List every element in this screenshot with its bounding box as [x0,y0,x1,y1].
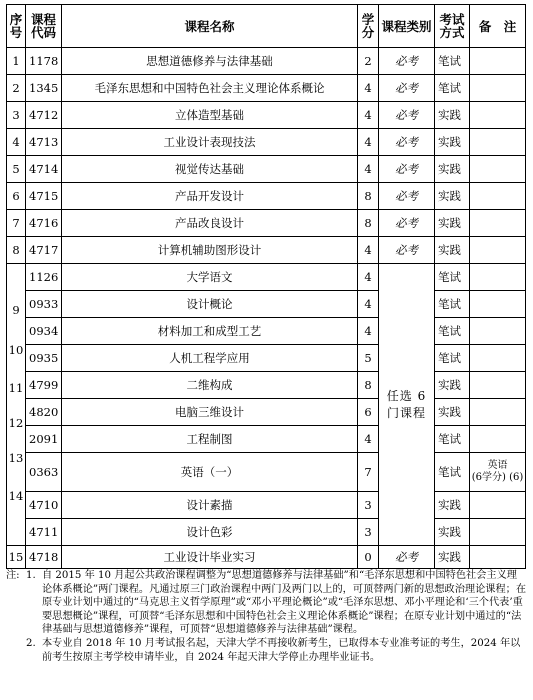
name-cell: 设计素描 [62,492,358,519]
table-row [7,156,526,183]
table-row [7,492,526,519]
elective-seq-cell [7,264,26,546]
table-row [7,75,526,102]
course-table [6,4,526,569]
type-cell: 必考 [379,210,435,237]
code-cell: 4714 [26,156,62,183]
code-cell: 0933 [26,291,62,318]
table-row [7,453,526,492]
table-row [7,183,526,210]
method-cell: 笔试 [435,426,470,453]
table-row [7,237,526,264]
code-cell: 4799 [26,372,62,399]
method-cell: 笔试 [435,291,470,318]
note-cell [470,75,526,102]
note-cell [470,48,526,75]
note-cell [470,210,526,237]
name-cell: 立体造型基础 [62,102,358,129]
code-cell: 0934 [26,318,62,345]
note-cell [470,291,526,318]
footnote-number: 2. [26,637,36,649]
method-cell: 笔试 [435,318,470,345]
method-cell: 实践 [435,102,470,129]
method-cell: 笔试 [435,345,470,372]
seq-cell: 1 [7,48,26,75]
type-cell: 必考 [379,183,435,210]
seq-cell: 15 [7,546,26,569]
type-cell: 必考 [379,48,435,75]
footnote-text: 本专业自 2018 年 10 月考试报名起，天津大学不再接收新考生，已取得本专业准考证的考生，2024 年以前考生按原主考学校申请毕业，自 2024 年起天津大学停止办理毕业证书。 [42,637,521,663]
name-cell: 设计概论 [62,291,358,318]
table-row [7,210,526,237]
method-cell: 实践 [435,492,470,519]
name-cell: 毛泽东思想和中国特色社会主义理论体系概论 [62,75,358,102]
credit-cell: 0 [358,546,379,569]
name-cell: 设计色彩 [62,519,358,546]
credit-cell: 4 [358,156,379,183]
code-cell: 4717 [26,237,62,264]
credit-cell: 8 [358,372,379,399]
note-cell [470,129,526,156]
note-cell [470,399,526,426]
note-cell [470,237,526,264]
method-cell: 实践 [435,546,470,569]
table-row [7,291,526,318]
credit-cell: 4 [358,237,379,264]
name-cell: 工程制图 [62,426,358,453]
footnote-text: 自 2015 年 10 月起公共政治课程调整为“思想道德修养与法律基础”和“毛泽东思想和中国特色社会主义理论体系概论”两门课程。凡通过原三门政治课程中两门及两门以上的，可顶替两门新的思想政治理论课程；在原专业计划中通过的“马克思主义哲学原理”或“邓小平理论概论”或“毛泽东思想、邓小平理论和‘三个代表’重要思想概论”课程，可顶替“毛泽东思想和中国特色社会主义理论体系概论”课程；在原专业计划中通过的“法律基础与思想道德修养”课程，可顶替“思想道德修养与法律基础”课程。 [42,570,527,636]
name-cell: 电脑三维设计 [62,399,358,426]
note-cell [470,156,526,183]
footnote-item [6,637,527,664]
note-cell [470,183,526,210]
note-line: (6学分) (6) [471,472,524,483]
seq-cell: 5 [7,156,26,183]
footnotes [6,569,527,664]
code-cell: 4711 [26,519,62,546]
method-cell: 实践 [435,519,470,546]
method-cell: 实践 [435,129,470,156]
credit-cell: 4 [358,264,379,291]
method-cell: 实践 [435,156,470,183]
type-cell: 必考 [379,102,435,129]
note-cell [470,546,526,569]
header-note: 备 注 [470,5,526,48]
name-cell: 工业设计毕业实习 [62,546,358,569]
table-row [7,345,526,372]
type-cell: 必考 [379,129,435,156]
method-cell: 实践 [435,237,470,264]
credit-cell: 8 [358,183,379,210]
name-cell: 大学语文 [62,264,358,291]
credit-cell: 7 [358,453,379,492]
table-row [7,372,526,399]
header-row [7,5,526,48]
credit-cell: 3 [358,492,379,519]
credit-cell: 3 [358,519,379,546]
name-cell: 产品改良设计 [62,210,358,237]
seq-number: 13 [8,451,24,465]
table-row [7,48,526,75]
seq-cell: 4 [7,129,26,156]
note-cell [470,519,526,546]
method-cell: 笔试 [435,75,470,102]
credit-cell: 4 [358,129,379,156]
seq-number: 12 [8,416,24,430]
header-seq: 序号 [7,5,26,48]
type-cell: 必考 [379,156,435,183]
header-name: 课程名称 [62,5,358,48]
name-cell: 材料加工和成型工艺 [62,318,358,345]
seq-number: 10 [8,343,24,357]
name-cell: 计算机辅助图形设计 [62,237,358,264]
code-cell: 1178 [26,48,62,75]
elective-type-cell: 任选 6 门课程 [379,264,435,546]
type-cell: 必考 [379,75,435,102]
credit-cell: 4 [358,426,379,453]
table-row [7,264,526,291]
credit-cell: 5 [358,345,379,372]
table-row [7,546,526,569]
name-cell: 二维构成 [62,372,358,399]
code-cell: 4710 [26,492,62,519]
note-cell [470,492,526,519]
code-cell: 0935 [26,345,62,372]
credit-cell: 4 [358,291,379,318]
note-cell [470,102,526,129]
code-cell: 2091 [26,426,62,453]
footnote-number: 1. [26,570,36,581]
seq-number: 11 [8,381,24,395]
code-cell: 4713 [26,129,62,156]
code-cell: 1345 [26,75,62,102]
method-cell: 实践 [435,210,470,237]
table-row [7,129,526,156]
code-cell: 4718 [26,546,62,569]
credit-cell: 6 [358,399,379,426]
method-cell: 笔试 [435,264,470,291]
seq-cell: 8 [7,237,26,264]
seq-cell: 2 [7,75,26,102]
table-row [7,519,526,546]
name-cell: 思想道德修养与法律基础 [62,48,358,75]
note-cell [470,264,526,291]
footnote-item [6,569,527,637]
method-cell: 笔试 [435,453,470,492]
type-cell: 必考 [379,546,435,569]
type-cell: 必考 [379,237,435,264]
credit-cell: 4 [358,102,379,129]
seq-number: 9 [12,303,20,317]
credit-cell: 4 [358,318,379,345]
credit-cell: 8 [358,210,379,237]
table-row [7,426,526,453]
seq-number: 14 [8,489,24,503]
seq-cell: 6 [7,183,26,210]
note-line: 英语 [487,460,508,471]
seq-cell: 7 [7,210,26,237]
method-cell: 实践 [435,372,470,399]
header-credit: 学分 [358,5,379,48]
credit-cell: 2 [358,48,379,75]
name-cell: 英语（一） [62,453,358,492]
code-cell: 0363 [26,453,62,492]
name-cell: 人机工程学应用 [62,345,358,372]
seq-cell: 3 [7,102,26,129]
table-row [7,399,526,426]
method-cell: 实践 [435,183,470,210]
header-method: 考试方式 [435,5,470,48]
name-cell: 工业设计表现技法 [62,129,358,156]
header-type: 课程类别 [379,5,435,48]
code-cell: 1126 [26,264,62,291]
footnote-label: 注: [6,570,20,581]
code-cell: 4820 [26,399,62,426]
table-row [7,318,526,345]
note-cell [470,426,526,453]
note-cell [470,372,526,399]
method-cell: 实践 [435,399,470,426]
name-cell: 产品开发设计 [62,183,358,210]
header-code: 课程代码 [26,5,62,48]
credit-cell: 4 [358,75,379,102]
note-cell [470,453,526,492]
code-cell: 4712 [26,102,62,129]
name-cell: 视觉传达基础 [62,156,358,183]
note-cell [470,345,526,372]
note-cell [470,318,526,345]
code-cell: 4715 [26,183,62,210]
code-cell: 4716 [26,210,62,237]
method-cell: 笔试 [435,48,470,75]
table-row [7,102,526,129]
